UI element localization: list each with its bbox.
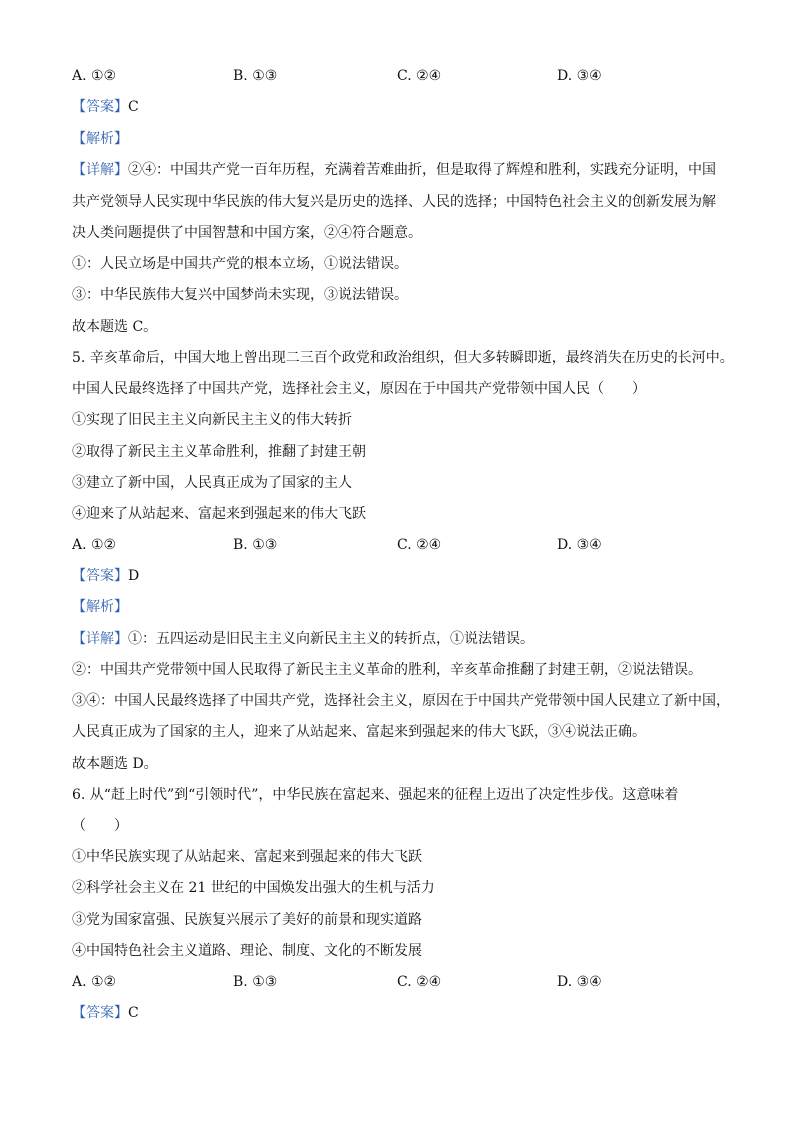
q5-answer-tag: 【答案】 — [72, 568, 128, 584]
q6-answer-tag: 【答案】 — [72, 1005, 128, 1021]
q6-option-a: A. ①② — [72, 974, 117, 990]
detail-text-3: 决人类问题提供了中国智慧和中国方案，②④符合题意。 — [72, 225, 422, 241]
answer-tag: 【答案】 — [72, 99, 128, 115]
q6-option-d: D. ③④ — [557, 974, 602, 990]
q6-stem-2: （ ） — [72, 818, 128, 834]
detail-text: ②④：中国共产党一百年历程，充满着苦难曲折，但是取得了辉煌和胜利，实践充分证明，中国 — [128, 162, 716, 178]
option-c: C. ②④ — [397, 68, 442, 84]
q5-statement-3: ③建立了新中国，人民真正成为了国家的主人 — [72, 475, 352, 491]
q6-answer-line — [72, 1004, 139, 1022]
q6-option-b: B. ①③ — [233, 974, 278, 990]
q5-answer-value: D — [128, 568, 140, 584]
q5-analysis-label: 【解析】 — [72, 599, 128, 615]
q6-answer-value: C — [128, 1005, 139, 1021]
q5-statement-2: ②取得了新民主主义革命胜利，推翻了封建王朝 — [72, 444, 366, 460]
q6-statement-1: ①中华民族实现了从站起来、富起来到强起来的伟大飞跃 — [72, 849, 422, 865]
q5-stem-2: 中国人民最终选择了中国共产党，选择社会主义，原因在于中国共产党带领中国人民（ ） — [72, 381, 646, 397]
q5-statement-1: ①实现了旧民主主义向新民主主义的伟大转折 — [72, 412, 352, 428]
option-d: D. ③④ — [557, 68, 602, 84]
q5-statement-4: ④迎来了从站起来、富起来到强起来的伟大飞跃 — [72, 506, 366, 522]
option-a: A. ①② — [72, 68, 117, 84]
q5-option-a: A. ①② — [72, 537, 117, 553]
q5-conclusion: 故本题选 D。 — [72, 756, 158, 772]
detail-text-2: 共产党领导人民实现中华民族的伟大复兴是历史的选择、人民的选择；中国特色社会主义的创新发展为解 — [72, 194, 716, 210]
q6-statement-2: ②科学社会主义在 21 世纪的中国焕发出强大的生机与活力 — [72, 880, 435, 896]
q6-stem-1: 6. 从“赶上时代”到“引领时代”，中华民族在富起来、强起来的征程上迈出了决定性步伐。这意味着 — [72, 787, 679, 803]
q6-option-c: C. ②④ — [397, 974, 442, 990]
conclusion: 故本题选 C。 — [72, 319, 158, 335]
q5-answer-line — [72, 567, 139, 585]
q5-stem-1: 5. 辛亥革命后，中国大地上曾出现二三百个政党和政治组织，但大多转瞬即逝，最终消失在历史的长河中。 — [72, 350, 734, 366]
q5-option-b: B. ①③ — [233, 537, 278, 553]
option-b: B. ①③ — [233, 68, 278, 84]
q5-detail-2: ②：中国共产党带领中国人民取得了新民主主义革命的胜利，辛亥革命推翻了封建王朝，②说法错误。 — [72, 662, 702, 678]
analysis-point-3: ③：中华民族伟大复兴中国梦尚未实现，③说法错误。 — [72, 287, 408, 303]
analysis-point-1: ①：人民立场是中国共产党的根本立场，①说法错误。 — [72, 256, 408, 272]
analysis-label: 【解析】 — [72, 131, 128, 147]
q6-statement-3: ③党为国家富强、民族复兴展示了美好的前景和现实道路 — [72, 912, 422, 928]
q5-detail-4: 人民真正成为了国家的主人，迎来了从站起来、富起来到强起来的伟大飞跃，③④说法正确。 — [72, 724, 646, 740]
q5-detail-1 — [72, 630, 534, 648]
detail-line — [72, 161, 716, 179]
detail-tag: 【详解】 — [72, 162, 128, 178]
q5-option-d: D. ③④ — [557, 537, 602, 553]
q5-detail-3: ③④：中国人民最终选择了中国共产党，选择社会主义，原因在于中国共产党带领中国人民建立了新中国， — [72, 693, 730, 709]
q5-detail-tag: 【详解】 — [72, 631, 128, 647]
q5-option-c: C. ②④ — [397, 537, 442, 553]
answer-value: C — [128, 99, 139, 115]
q6-statement-4: ④中国特色社会主义道路、理论、制度、文化的不断发展 — [72, 943, 422, 959]
q5-detail-text: ①：五四运动是旧民主主义向新民主主义的转折点，①说法错误。 — [128, 631, 534, 647]
answer-line — [72, 98, 139, 116]
